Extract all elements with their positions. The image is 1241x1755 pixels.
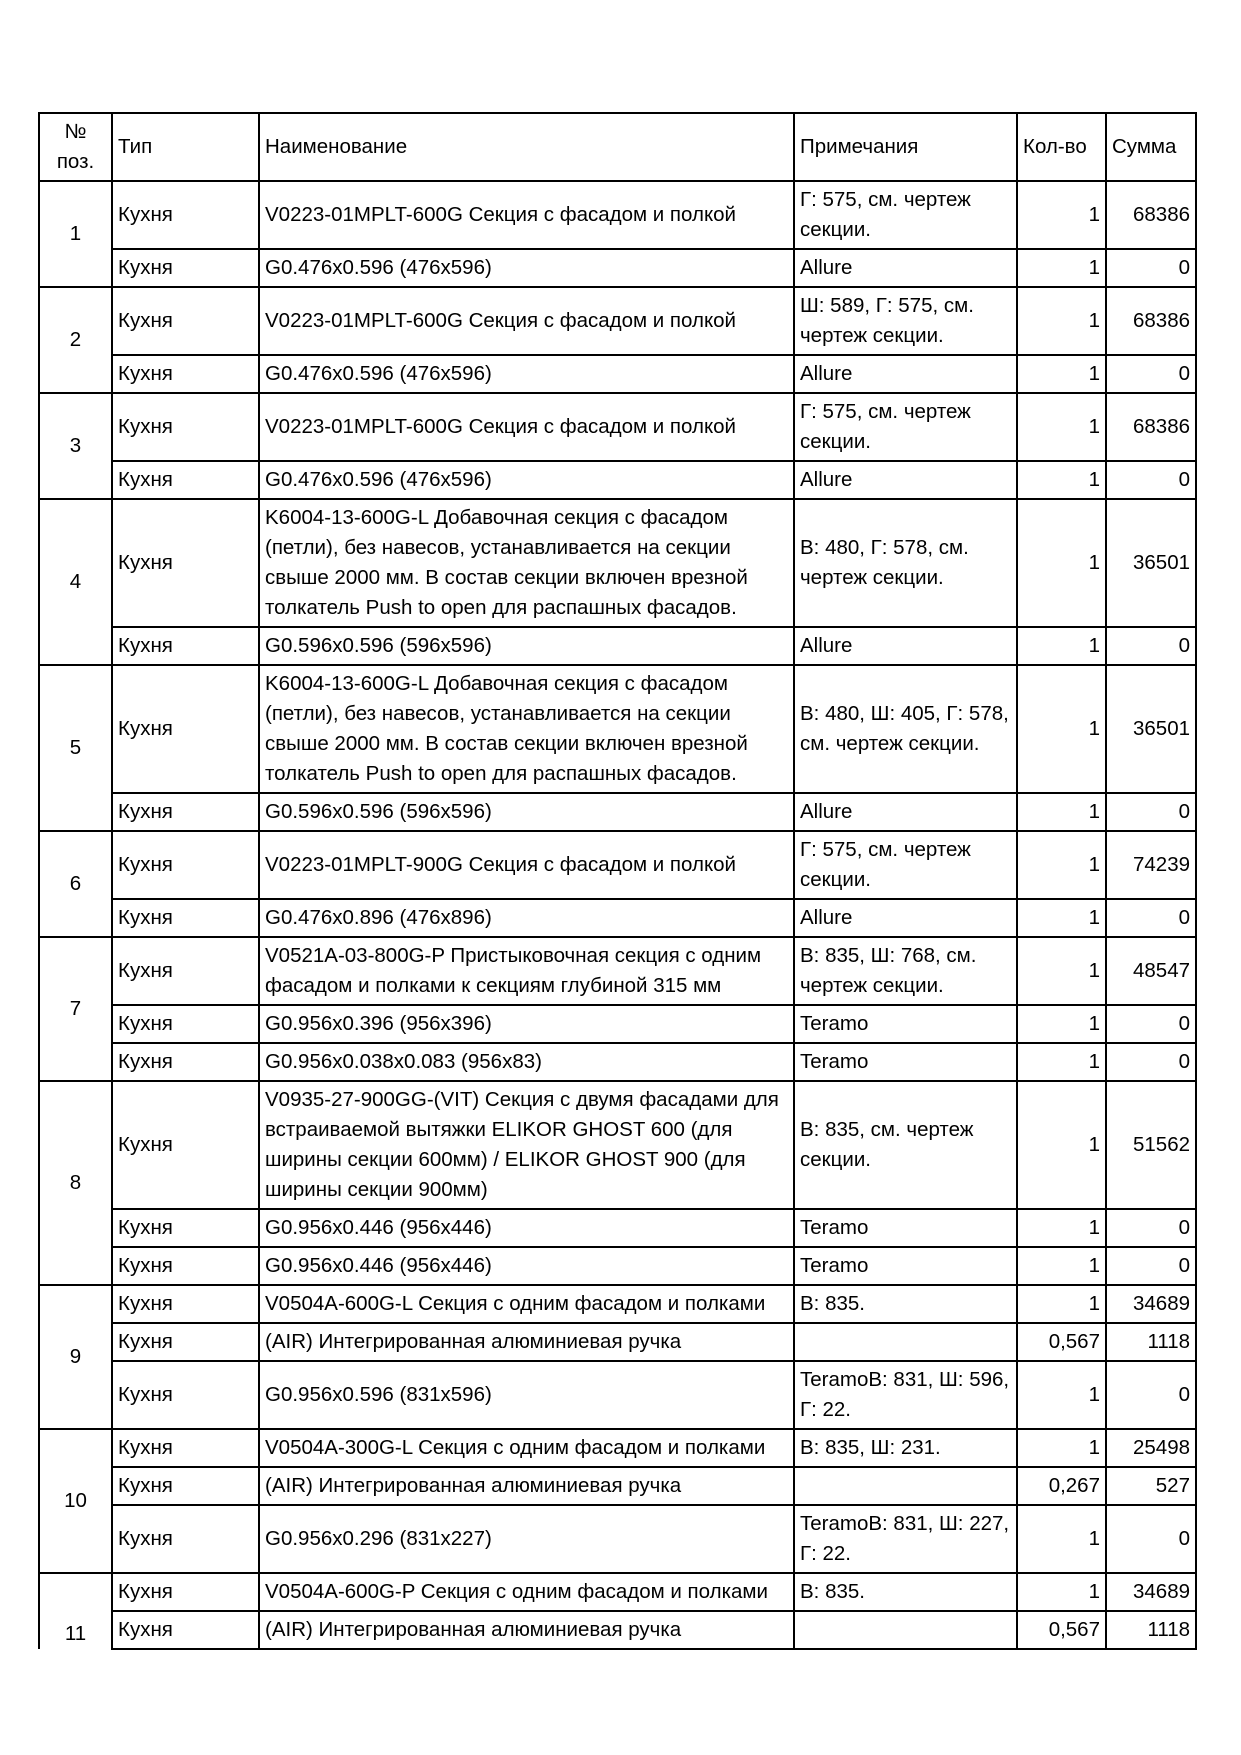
- cell-name: G0.476x0.596 (476x596): [259, 461, 794, 499]
- cell-notes: Teramo: [794, 1209, 1017, 1247]
- cell-type: Кухня: [112, 1611, 259, 1649]
- table-row: [39, 499, 1196, 627]
- cell-pos: 1: [39, 181, 112, 287]
- cell-type: Кухня: [112, 665, 259, 793]
- cell-qty: 0,567: [1017, 1323, 1106, 1361]
- cell-qty: 1: [1017, 1361, 1106, 1429]
- table-row: [39, 1505, 1196, 1573]
- cell-name: K6004-13-600G-L Добавочная секция с фасадом (петли), без навесов, устанавливается на секции свыше 2000 мм. В состав секции включен врезной толкатель Push to open для распашных фасадов.: [259, 665, 794, 793]
- cell-name: V0504A-600G-P Секция с одним фасадом и полками: [259, 1573, 794, 1611]
- cell-pos: 5: [39, 665, 112, 831]
- cell-type: Кухня: [112, 1209, 259, 1247]
- cell-notes: Г: 575, см. чертеж секции.: [794, 831, 1017, 899]
- cell-notes: Г: 575, см. чертеж секции.: [794, 181, 1017, 249]
- cell-type: Кухня: [112, 249, 259, 287]
- table-row: [39, 1209, 1196, 1247]
- cell-notes: Allure: [794, 627, 1017, 665]
- cell-qty: 1: [1017, 1043, 1106, 1081]
- cell-type: Кухня: [112, 937, 259, 1005]
- table-row: [39, 1467, 1196, 1505]
- cell-type: Кухня: [112, 1467, 259, 1505]
- cell-sum: 0: [1106, 249, 1196, 287]
- cell-notes: Allure: [794, 793, 1017, 831]
- cell-type: Кухня: [112, 181, 259, 249]
- cell-type: Кухня: [112, 1005, 259, 1043]
- header-type: Тип: [112, 113, 259, 181]
- table-row: [39, 355, 1196, 393]
- cell-notes: Г: 575, см. чертеж секции.: [794, 393, 1017, 461]
- header-pos: № поз.: [39, 113, 112, 181]
- cell-qty: 1: [1017, 249, 1106, 287]
- cell-notes: TeramoВ: 831, Ш: 596, Г: 22.: [794, 1361, 1017, 1429]
- cell-notes: Teramo: [794, 1043, 1017, 1081]
- table-row: [39, 1081, 1196, 1209]
- cell-sum: 34689: [1106, 1573, 1196, 1611]
- cell-pos: 9: [39, 1285, 112, 1429]
- cell-qty: 1: [1017, 665, 1106, 793]
- table-row: [39, 1573, 1196, 1611]
- table-row: [39, 665, 1196, 793]
- table-row: [39, 287, 1196, 355]
- table-row: [39, 1043, 1196, 1081]
- cell-type: Кухня: [112, 899, 259, 937]
- table-row: [39, 1361, 1196, 1429]
- cell-notes: В: 835.: [794, 1573, 1017, 1611]
- cell-sum: 25498: [1106, 1429, 1196, 1467]
- cell-sum: 74239: [1106, 831, 1196, 899]
- cell-notes: Ш: 589, Г: 575, см. чертеж секции.: [794, 287, 1017, 355]
- cell-type: Кухня: [112, 1323, 259, 1361]
- cell-name: V0223-01MPLT-900G Секция с фасадом и полкой: [259, 831, 794, 899]
- cell-type: Кухня: [112, 1247, 259, 1285]
- cell-qty: 1: [1017, 1081, 1106, 1209]
- cell-qty: 1: [1017, 937, 1106, 1005]
- table-row: [39, 793, 1196, 831]
- cell-notes: [794, 1323, 1017, 1361]
- cell-name: G0.956x0.396 (956x396): [259, 1005, 794, 1043]
- cell-qty: 1: [1017, 393, 1106, 461]
- table-row: [39, 627, 1196, 665]
- cell-sum: 51562: [1106, 1081, 1196, 1209]
- cell-sum: 34689: [1106, 1285, 1196, 1323]
- cell-qty: 1: [1017, 499, 1106, 627]
- cell-sum: 0: [1106, 461, 1196, 499]
- cell-qty: 1: [1017, 1247, 1106, 1285]
- header-notes: Примечания: [794, 113, 1017, 181]
- cell-qty: 1: [1017, 181, 1106, 249]
- cell-notes: TeramoВ: 831, Ш: 227, Г: 22.: [794, 1505, 1017, 1573]
- table-row: [39, 831, 1196, 899]
- cell-sum: 0: [1106, 1005, 1196, 1043]
- cell-type: Кухня: [112, 1505, 259, 1573]
- cell-name: G0.476x0.896 (476x896): [259, 899, 794, 937]
- specification-sheet: [38, 112, 1195, 1650]
- cell-sum: 0: [1106, 1505, 1196, 1573]
- cell-type: Кухня: [112, 499, 259, 627]
- cell-sum: 68386: [1106, 287, 1196, 355]
- cell-pos: 11: [39, 1573, 112, 1649]
- cell-name: G0.956x0.038x0.083 (956x83): [259, 1043, 794, 1081]
- cell-type: Кухня: [112, 1043, 259, 1081]
- cell-notes: Teramo: [794, 1247, 1017, 1285]
- cell-sum: 68386: [1106, 181, 1196, 249]
- cell-sum: 36501: [1106, 665, 1196, 793]
- cell-type: Кухня: [112, 627, 259, 665]
- cell-name: (AIR) Интегрированная алюминиевая ручка: [259, 1611, 794, 1649]
- cell-type: Кухня: [112, 1081, 259, 1209]
- cell-qty: 1: [1017, 899, 1106, 937]
- cell-sum: 0: [1106, 1247, 1196, 1285]
- cell-name: V0935-27-900GG-(VIT) Секция с двумя фасадами для встраиваемой вытяжки ELIKOR GHOST 600 (для ширины секции 600мм) / ELIKOR GHOST 900 (для ширины секции 900мм): [259, 1081, 794, 1209]
- cell-notes: [794, 1611, 1017, 1649]
- cell-sum: 0: [1106, 1361, 1196, 1429]
- cell-sum: 1118: [1106, 1611, 1196, 1649]
- table-row: [39, 181, 1196, 249]
- cell-qty: 1: [1017, 355, 1106, 393]
- cell-name: G0.596x0.596 (596x596): [259, 627, 794, 665]
- table-row: [39, 1429, 1196, 1467]
- header-row: [39, 113, 1196, 181]
- cell-sum: 0: [1106, 793, 1196, 831]
- cell-notes: В: 835, Ш: 231.: [794, 1429, 1017, 1467]
- cell-sum: 68386: [1106, 393, 1196, 461]
- table-row: [39, 1247, 1196, 1285]
- cell-type: Кухня: [112, 355, 259, 393]
- cell-qty: 0,267: [1017, 1467, 1106, 1505]
- cell-qty: 1: [1017, 831, 1106, 899]
- cell-name: V0504A-600G-L Секция с одним фасадом и полками: [259, 1285, 794, 1323]
- cell-name: G0.956x0.596 (831x596): [259, 1361, 794, 1429]
- cell-sum: 527: [1106, 1467, 1196, 1505]
- cell-notes: В: 835, см. чертеж секции.: [794, 1081, 1017, 1209]
- cell-notes: [794, 1467, 1017, 1505]
- cell-pos: 2: [39, 287, 112, 393]
- cell-qty: 1: [1017, 461, 1106, 499]
- cell-pos: 7: [39, 937, 112, 1081]
- cell-sum: 0: [1106, 1043, 1196, 1081]
- table-row: [39, 249, 1196, 287]
- table-row: [39, 1611, 1196, 1649]
- cell-name: G0.476x0.596 (476x596): [259, 249, 794, 287]
- cell-name: V0504A-300G-L Секция с одним фасадом и полками: [259, 1429, 794, 1467]
- spec-table: [38, 112, 1197, 1650]
- cell-pos: 8: [39, 1081, 112, 1285]
- cell-notes: Allure: [794, 355, 1017, 393]
- cell-qty: 1: [1017, 1505, 1106, 1573]
- cell-sum: 0: [1106, 1209, 1196, 1247]
- table-row: [39, 899, 1196, 937]
- cell-type: Кухня: [112, 831, 259, 899]
- cell-sum: 0: [1106, 627, 1196, 665]
- cell-name: V0223-01MPLT-600G Секция с фасадом и полкой: [259, 287, 794, 355]
- cell-sum: 48547: [1106, 937, 1196, 1005]
- cell-sum: 36501: [1106, 499, 1196, 627]
- cell-type: Кухня: [112, 1573, 259, 1611]
- table-row: [39, 1005, 1196, 1043]
- cell-qty: 1: [1017, 627, 1106, 665]
- cell-type: Кухня: [112, 1429, 259, 1467]
- cell-qty: 1: [1017, 1005, 1106, 1043]
- cell-name: (AIR) Интегрированная алюминиевая ручка: [259, 1323, 794, 1361]
- cell-name: G0.956x0.446 (956x446): [259, 1247, 794, 1285]
- cell-sum: 0: [1106, 899, 1196, 937]
- header-qty: Кол-во: [1017, 113, 1106, 181]
- header-name: Наименование: [259, 113, 794, 181]
- header-sum: Сумма: [1106, 113, 1196, 181]
- cell-type: Кухня: [112, 1361, 259, 1429]
- table-row: [39, 1323, 1196, 1361]
- cell-name: V0521A-03-800G-P Пристыковочная секция с одним фасадом и полками к секциям глубиной 315 мм: [259, 937, 794, 1005]
- cell-sum: 0: [1106, 355, 1196, 393]
- cell-qty: 1: [1017, 1209, 1106, 1247]
- cell-name: V0223-01MPLT-600G Секция с фасадом и полкой: [259, 181, 794, 249]
- cell-pos: 4: [39, 499, 112, 665]
- cell-qty: 1: [1017, 287, 1106, 355]
- cell-sum: 1118: [1106, 1323, 1196, 1361]
- cell-notes: В: 835.: [794, 1285, 1017, 1323]
- cell-qty: 0,567: [1017, 1611, 1106, 1649]
- cell-notes: В: 480, Ш: 405, Г: 578, см. чертеж секции.: [794, 665, 1017, 793]
- cell-notes: В: 835, Ш: 768, см. чертеж секции.: [794, 937, 1017, 1005]
- cell-qty: 1: [1017, 1573, 1106, 1611]
- cell-name: G0.476x0.596 (476x596): [259, 355, 794, 393]
- cell-name: V0223-01MPLT-600G Секция с фасадом и полкой: [259, 393, 794, 461]
- cell-notes: В: 480, Г: 578, см. чертеж секции.: [794, 499, 1017, 627]
- cell-name: K6004-13-600G-L Добавочная секция с фасадом (петли), без навесов, устанавливается на секции свыше 2000 мм. В состав секции включен врезной толкатель Push to open для распашных фасадов.: [259, 499, 794, 627]
- cell-qty: 1: [1017, 793, 1106, 831]
- cell-notes: Allure: [794, 461, 1017, 499]
- cell-name: G0.596x0.596 (596x596): [259, 793, 794, 831]
- cell-notes: Teramo: [794, 1005, 1017, 1043]
- table-row: [39, 1285, 1196, 1323]
- cell-pos: 3: [39, 393, 112, 499]
- cell-pos: 6: [39, 831, 112, 937]
- table-row: [39, 937, 1196, 1005]
- cell-type: Кухня: [112, 793, 259, 831]
- cell-type: Кухня: [112, 393, 259, 461]
- table-row: [39, 461, 1196, 499]
- cell-qty: 1: [1017, 1429, 1106, 1467]
- cell-notes: Allure: [794, 249, 1017, 287]
- table-row: [39, 393, 1196, 461]
- cell-notes: Allure: [794, 899, 1017, 937]
- cell-name: (AIR) Интегрированная алюминиевая ручка: [259, 1467, 794, 1505]
- cell-name: G0.956x0.296 (831x227): [259, 1505, 794, 1573]
- cell-qty: 1: [1017, 1285, 1106, 1323]
- cell-type: Кухня: [112, 1285, 259, 1323]
- cell-name: G0.956x0.446 (956x446): [259, 1209, 794, 1247]
- cell-pos: 10: [39, 1429, 112, 1573]
- cell-type: Кухня: [112, 287, 259, 355]
- cell-type: Кухня: [112, 461, 259, 499]
